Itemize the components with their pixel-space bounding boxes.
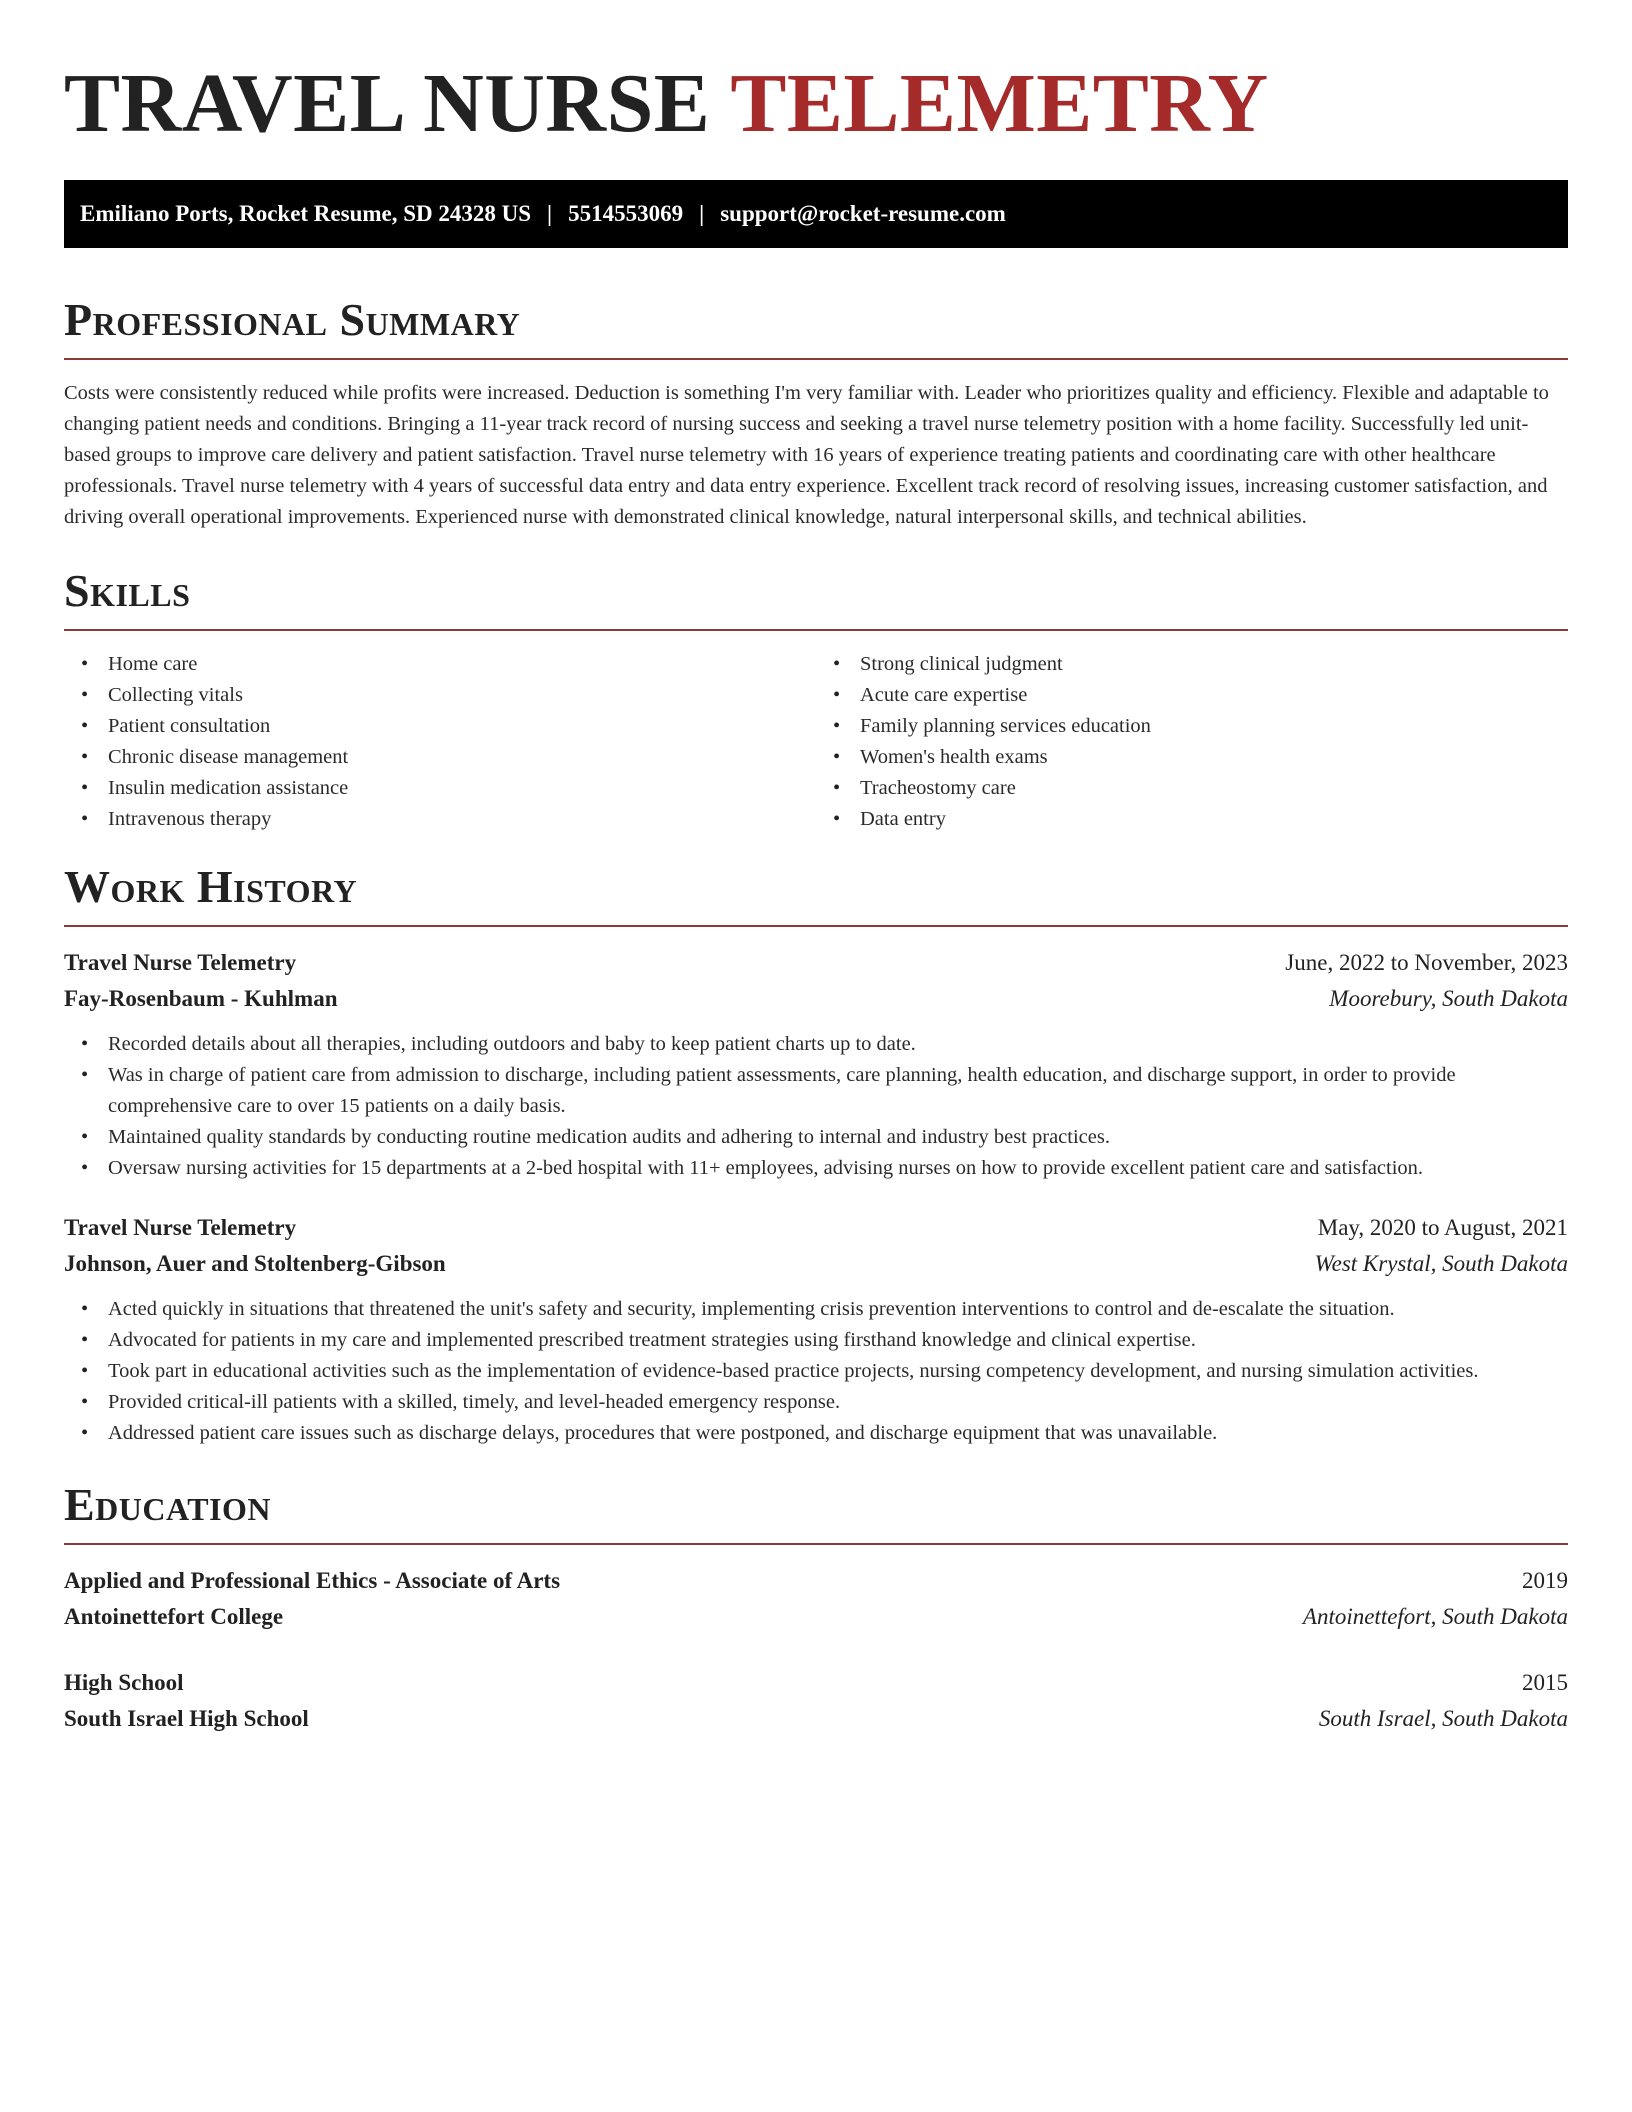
skills-grid <box>64 649 1568 835</box>
skill-item: • Chronic disease management <box>108 742 816 773</box>
contact-bar <box>64 180 1568 248</box>
section-title-skills: Skills <box>64 565 191 616</box>
job-duties-list <box>64 1294 1568 1449</box>
education-school: South Israel High School <box>64 1706 309 1731</box>
job-header-row <box>64 945 1568 981</box>
job-location: West Krystal, South Dakota <box>1314 1251 1568 1276</box>
job-company: Johnson, Auer and Stoltenberg-Gibson <box>64 1251 446 1276</box>
job-duty: • Advocated for patients in my care and implemented prescribed treatment strategies using firsthand knowledge and clinical expertise. <box>108 1325 1568 1356</box>
job-duty: • Took part in educational activities such as the implementation of evidence-based practice projects, nursing competency development, and nursing simulation activities. <box>108 1356 1568 1387</box>
skill-item: • Tracheostomy care <box>860 773 1568 804</box>
contact-email[interactable]: support@rocket-resume.com <box>720 201 1006 226</box>
skill-item: • Home care <box>108 649 816 680</box>
job-company: Fay-Rosenbaum - Kuhlman <box>64 986 338 1011</box>
section-title-summary: Professional Summary <box>64 294 521 345</box>
skill-item: • Acute care expertise <box>860 680 1568 711</box>
section-divider <box>64 925 1568 927</box>
education-header-row <box>64 1665 1568 1701</box>
resume-title <box>64 50 1568 158</box>
skill-item: • Women's health exams <box>860 742 1568 773</box>
job-duty: • Provided critical-ill patients with a skilled, timely, and level-headed emergency response. <box>108 1387 1568 1418</box>
job-duty: • Was in charge of patient care from admission to discharge, including patient assessments, care planning, health education, and discharge support, in order to provide comprehensive care to over 15 patients on a daily basis. <box>108 1060 1568 1122</box>
skills-column-left <box>64 649 816 835</box>
education-degree: Applied and Professional Ethics - Associate of Arts <box>64 1568 561 1593</box>
contact-address: Emiliano Ports, Rocket Resume, SD 24328 US <box>80 201 532 226</box>
job-duty: • Recorded details about all therapies, including outdoors and baby to keep patient charts up to date. <box>108 1029 1568 1060</box>
job-entry <box>64 945 1568 1184</box>
education-entry <box>64 1665 1568 1737</box>
job-entry <box>64 1210 1568 1449</box>
section-divider <box>64 629 1568 631</box>
job-dates: June, 2022 to November, 2023 <box>1285 950 1568 975</box>
job-company-row <box>64 1246 1568 1282</box>
job-duty: • Oversaw nursing activities for 15 departments at a 2-bed hospital with 11+ employees, advising nurses on how to provide excellent patient care and satisfaction. <box>108 1153 1568 1184</box>
job-title: Travel Nurse Telemetry <box>64 950 297 975</box>
education-year: 2019 <box>1522 1568 1568 1593</box>
education-entry <box>64 1563 1568 1635</box>
section-divider <box>64 1543 1568 1545</box>
skill-item: • Patient consultation <box>108 711 816 742</box>
summary-section <box>64 290 1568 533</box>
contact-separator: | <box>699 201 705 226</box>
skill-item: • Family planning services education <box>860 711 1568 742</box>
section-divider <box>64 358 1568 360</box>
education-header-row <box>64 1563 1568 1599</box>
education-school: Antoinettefort College <box>64 1604 284 1629</box>
job-duty: • Acted quickly in situations that threatened the unit's safety and security, implementing crisis prevention interventions to control and de-escalate the situation. <box>108 1294 1568 1325</box>
skills-column-right <box>816 649 1568 835</box>
education-year: 2015 <box>1522 1670 1568 1695</box>
work-history-section <box>64 857 1568 1449</box>
skill-item: • Strong clinical judgment <box>860 649 1568 680</box>
skill-item: • Intravenous therapy <box>108 804 816 835</box>
job-location: Moorebury, South Dakota <box>1329 986 1568 1011</box>
education-school-row <box>64 1701 1568 1737</box>
section-title-education: Education <box>64 1479 272 1530</box>
job-duty: • Maintained quality standards by conducting routine medication audits and adhering to internal and industry best practices. <box>108 1122 1568 1153</box>
job-header-row <box>64 1210 1568 1246</box>
skill-item: • Insulin medication assistance <box>108 773 816 804</box>
title-main: TRAVEL NURSE <box>64 57 711 150</box>
section-title-work-history: Work History <box>64 861 358 912</box>
job-dates: May, 2020 to August, 2021 <box>1317 1215 1568 1240</box>
education-location: South Israel, South Dakota <box>1318 1706 1568 1731</box>
job-duty: • Addressed patient care issues such as discharge delays, procedures that were postponed, and discharge equipment that was unavailable. <box>108 1418 1568 1449</box>
skill-item: • Data entry <box>860 804 1568 835</box>
contact-phone[interactable]: 5514553069 <box>568 201 684 226</box>
job-duties-list <box>64 1029 1568 1184</box>
education-section <box>64 1475 1568 1737</box>
contact-separator: | <box>547 201 553 226</box>
skills-section <box>64 561 1568 835</box>
education-degree: High School <box>64 1670 184 1695</box>
education-school-row <box>64 1599 1568 1635</box>
summary-text: Costs were consistently reduced while profits were increased. Deduction is something I'm very familiar with. Leader who prioritizes quality and efficiency. Flexible and adaptable to changing patient needs and conditions. Bringing a 11-year track record of nursing success and seeking a travel nurse telemetry position with a home facility. Successfully led unit-based groups to improve care delivery and patient satisfaction. Travel nurse telemetry with 16 years of experience treating patients and coordinating care with other healthcare professionals. Travel nurse telemetry with 4 years of successful data entry and data entry experience. Excellent track record of resolving issues, increasing customer satisfaction, and driving overall operational improvements. Experienced nurse with demonstrated clinical knowledge, natural interpersonal skills, and technical abilities. <box>64 382 1549 528</box>
education-location: Antoinettefort, South Dakota <box>1302 1604 1568 1629</box>
job-title: Travel Nurse Telemetry <box>64 1215 297 1240</box>
skill-item: • Collecting vitals <box>108 680 816 711</box>
job-company-row <box>64 981 1568 1017</box>
title-accent: TELEMETRY <box>730 57 1269 150</box>
